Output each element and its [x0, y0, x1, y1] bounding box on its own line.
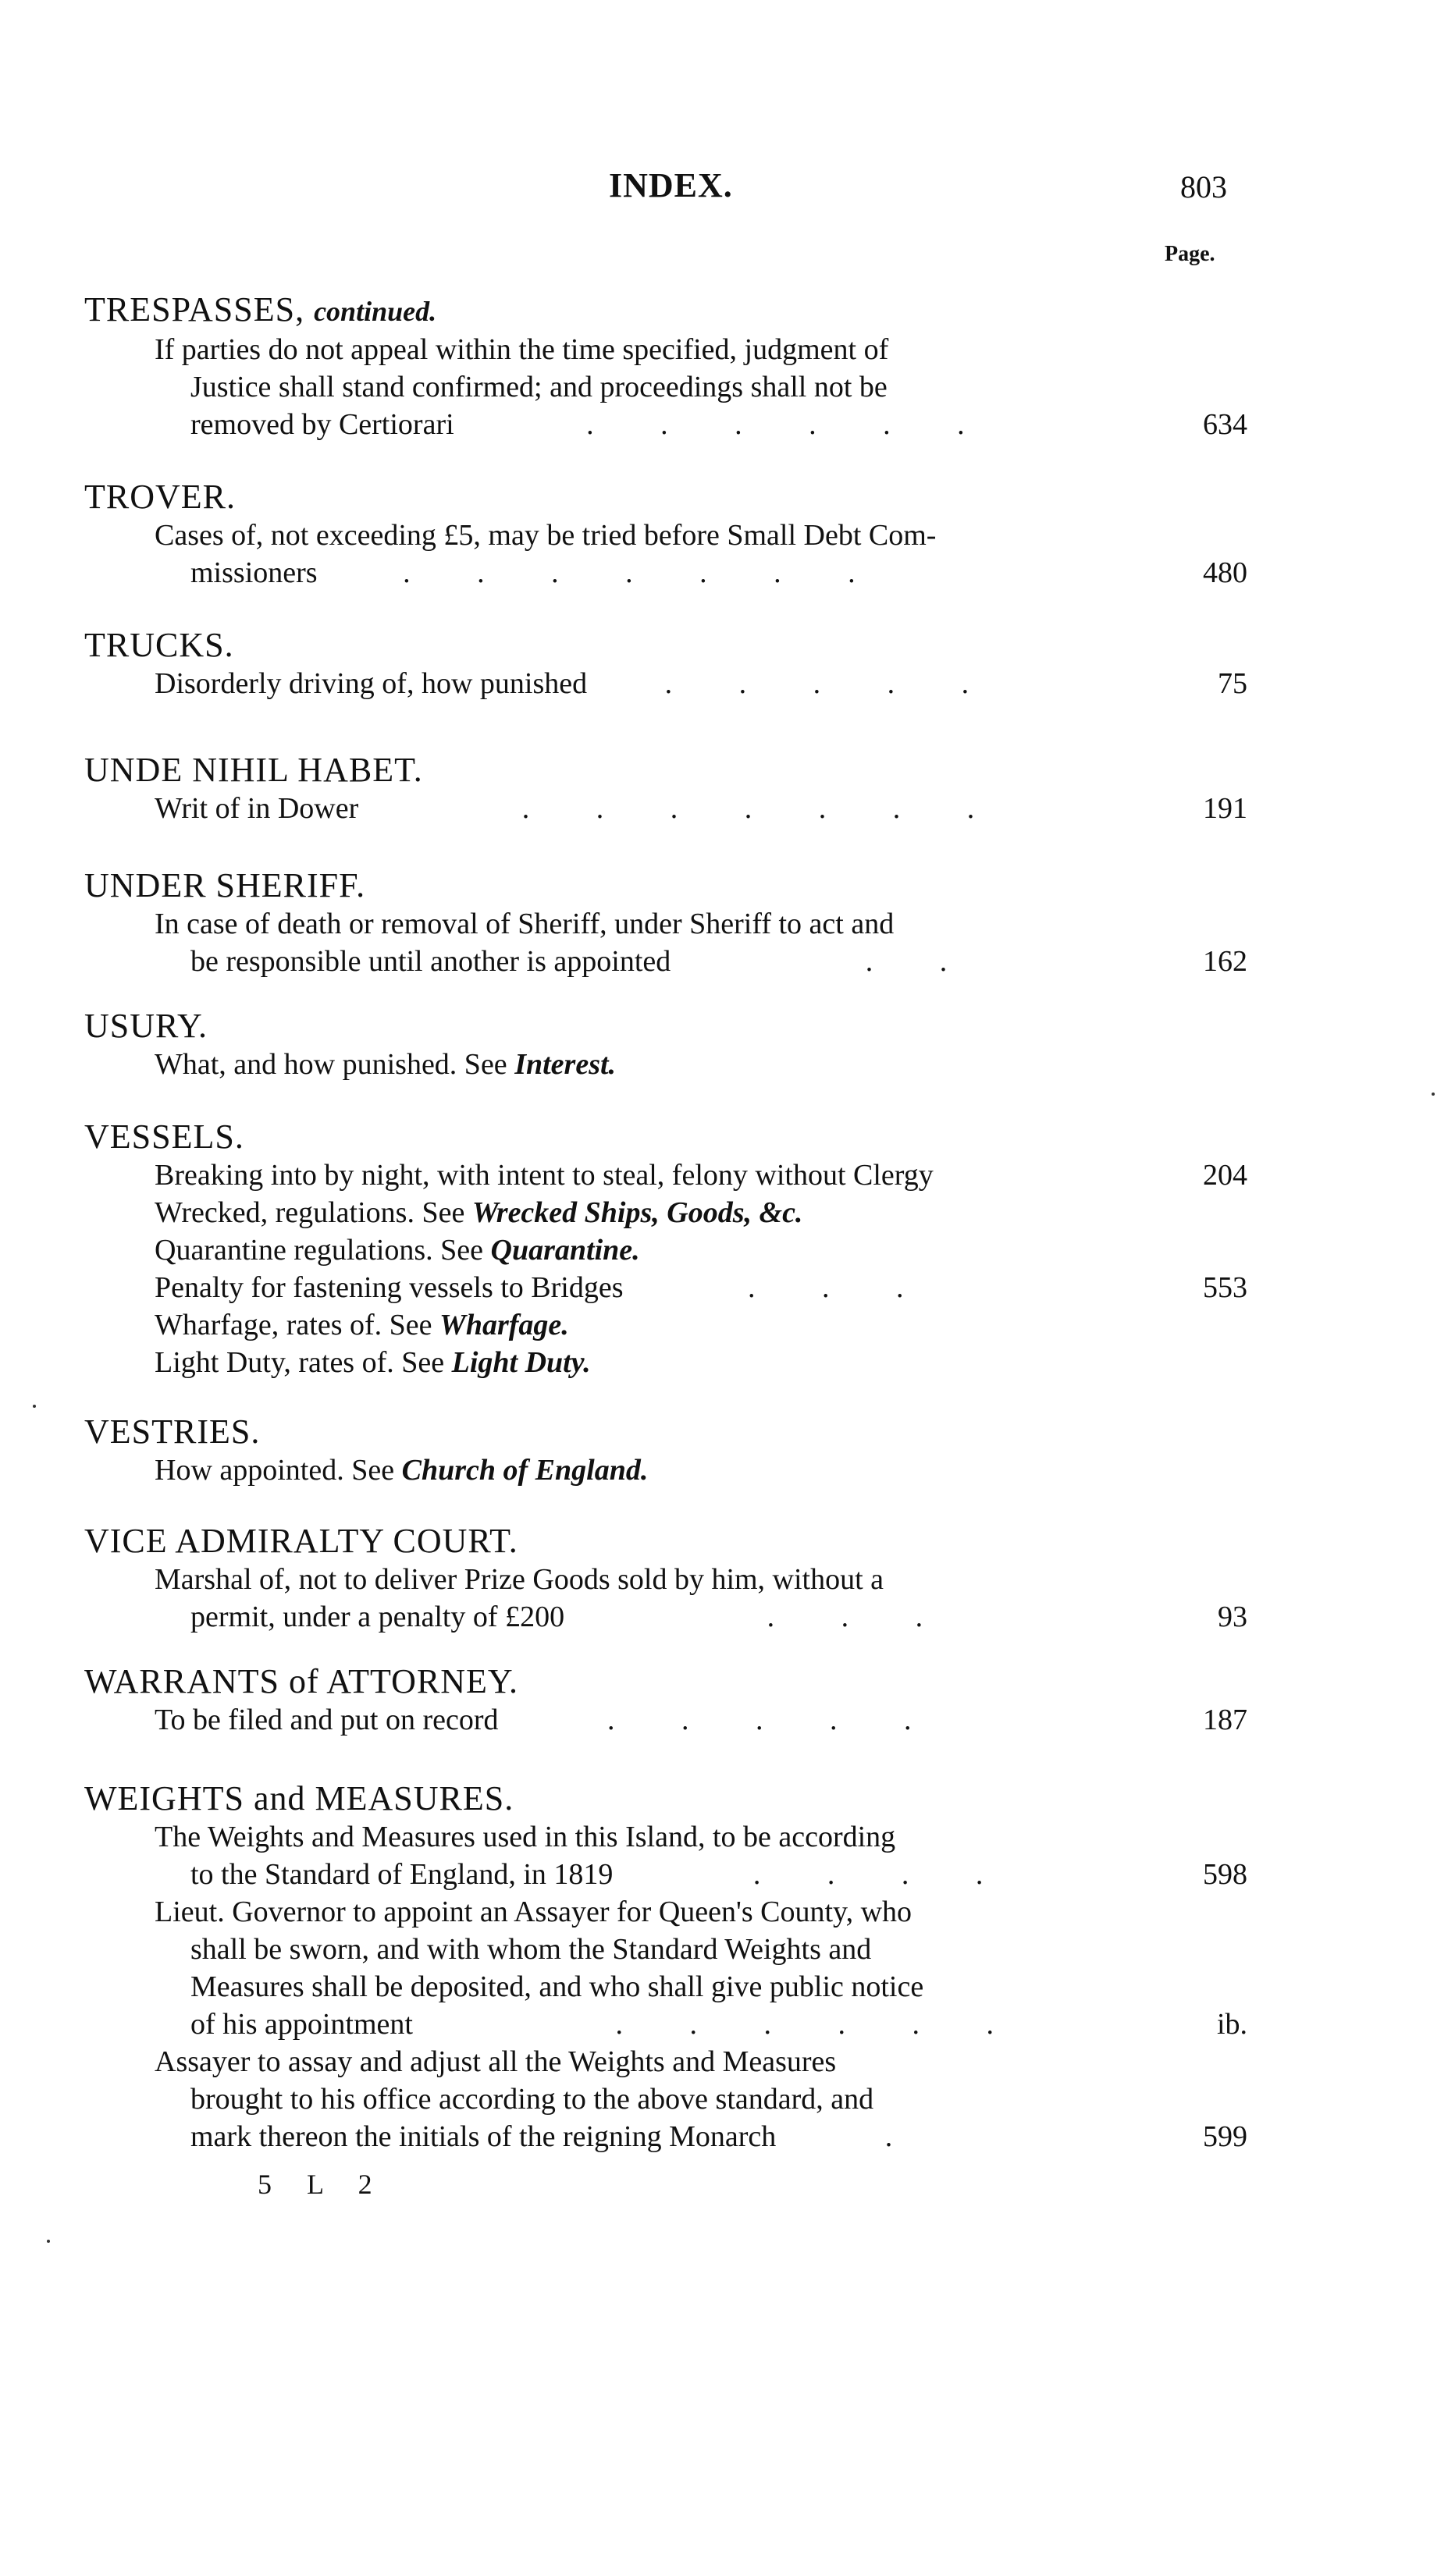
sub-entry: The Weights and Measures used in this Island, to be according to the Standard of England, in 1819 . . . . 598 [84, 1818, 1247, 1893]
page-number: 803 [1180, 169, 1227, 204]
cross-reference: Wrecked Ships, Goods, &c. [471, 1196, 803, 1229]
scan-speck [33, 1405, 36, 1408]
page-ref: ib. [1216, 2008, 1247, 2041]
page-ref: 634 [1203, 408, 1247, 441]
sub-entry: Writ of in Dower . . . . . . . 191 [84, 790, 1247, 827]
page-ref: 75 [1218, 667, 1247, 700]
page-ref: 187 [1203, 1704, 1247, 1736]
sub-entry: What, and how punished. See Interest. [155, 1048, 617, 1081]
page-ref: 598 [1203, 1858, 1247, 1891]
page-ref: 162 [1203, 945, 1247, 978]
running-title: INDEX. [609, 166, 733, 204]
entry-heading: WEIGHTS and MEASURES. [84, 1779, 514, 1817]
index-entry-trespasses [84, 290, 1247, 443]
cross-reference: Church of England. [401, 1454, 649, 1487]
sub-entry: To be filed and put on record . . . . . 187 [84, 1701, 1247, 1739]
entry-heading: VESSELS. [84, 1117, 244, 1156]
index-entry-trucks [84, 626, 1247, 702]
sub-entry: In case of death or removal of Sheriff, under Sheriff to act and be responsible until another is appointed . . 162 [84, 905, 1247, 980]
sub-entry: Wharfage, rates of. See Wharfage. [155, 1309, 569, 1341]
page-ref: 480 [1203, 556, 1247, 589]
entry-heading: UNDER SHERIFF. [84, 866, 366, 904]
sub-entry: Cases of, not exceeding £5, may be tried before Small Debt Com- missioners . . . . . . . 480 [84, 517, 1247, 592]
signature-mark: 5 L 2 [258, 2169, 386, 2200]
sub-entry: Wrecked, regulations. See Wrecked Ships, Goods, &c. [155, 1196, 803, 1229]
index-entry-unde-nihil-habet [84, 751, 1247, 827]
page-ref: 553 [1203, 1271, 1247, 1304]
page-ref: 204 [1203, 1159, 1247, 1192]
sub-entry: If parties do not appeal within the time specified, judgment of Justice shall stand confirmed; and proceedings shall not be removed by Certiorari . . . . . . 634 [84, 331, 1247, 443]
sub-entry: Light Duty, rates of. See Light Duty. [155, 1346, 591, 1379]
entry-heading: VESTRIES. [84, 1412, 261, 1451]
entry-heading: TROVER. [84, 478, 236, 516]
entry-heading: VICE ADMIRALTY COURT. [84, 1522, 518, 1560]
index-entry-warrants-of-attorney [84, 1662, 1247, 1739]
sub-entry: Penalty for fastening vessels to Bridges . . . 553 [84, 1269, 1247, 1306]
index-entry-usury [84, 1007, 1247, 1083]
sub-entry: Quarantine regulations. See Quarantine. [155, 1234, 640, 1267]
page-column-label: Page. [1165, 242, 1215, 266]
entry-heading: TRESPASSES, continued. [84, 290, 437, 329]
scan-speck [47, 2240, 50, 2243]
index-entry-under-sheriff [84, 866, 1247, 980]
scan-speck [1432, 1093, 1435, 1096]
sub-entry: How appointed. See Church of England. [155, 1454, 649, 1487]
entry-heading: USURY. [84, 1007, 208, 1045]
sub-entry: Assayer to assay and adjust all the Weights and Measures brought to his office according to the above standard, and mark thereon the initials of the reigning Monarch . 599 [84, 2043, 1247, 2155]
sub-entry: Breaking into by night, with intent to steal, felony without Clergy 204 [84, 1157, 1247, 1194]
index-entry-vestries [84, 1412, 1247, 1489]
page-ref: 599 [1203, 2120, 1247, 2153]
index-entry-vice-admiralty-court [84, 1522, 1247, 1636]
index-entry-vessels [84, 1117, 1247, 1381]
cross-reference: Light Duty. [451, 1346, 591, 1379]
page-ref: 191 [1203, 792, 1247, 825]
entry-heading: TRUCKS. [84, 626, 234, 664]
entry-heading: UNDE NIHIL HABET. [84, 751, 423, 789]
sub-entry: Disorderly driving of, how punished . . . . . 75 [84, 665, 1247, 702]
cross-reference: Quarantine. [490, 1234, 640, 1267]
sub-entry: Lieut. Governor to appoint an Assayer for Queen's County, who shall be sworn, and with whom the Standard Weights and Measures shall be deposited, and who shall give public notice of his appointment . . . . . . ib. [84, 1893, 1247, 2043]
entry-heading: WARRANTS of ATTORNEY. [84, 1662, 518, 1700]
cross-reference: Wharfage. [439, 1309, 569, 1341]
index-entry-trover [84, 478, 1247, 592]
page-ref: 93 [1218, 1601, 1247, 1633]
sub-entry: Marshal of, not to deliver Prize Goods sold by him, without a permit, under a penalty of £200 . . . 93 [84, 1561, 1247, 1636]
cross-reference: Interest. [514, 1048, 617, 1081]
index-entry-weights-and-measures [84, 1779, 1247, 2155]
